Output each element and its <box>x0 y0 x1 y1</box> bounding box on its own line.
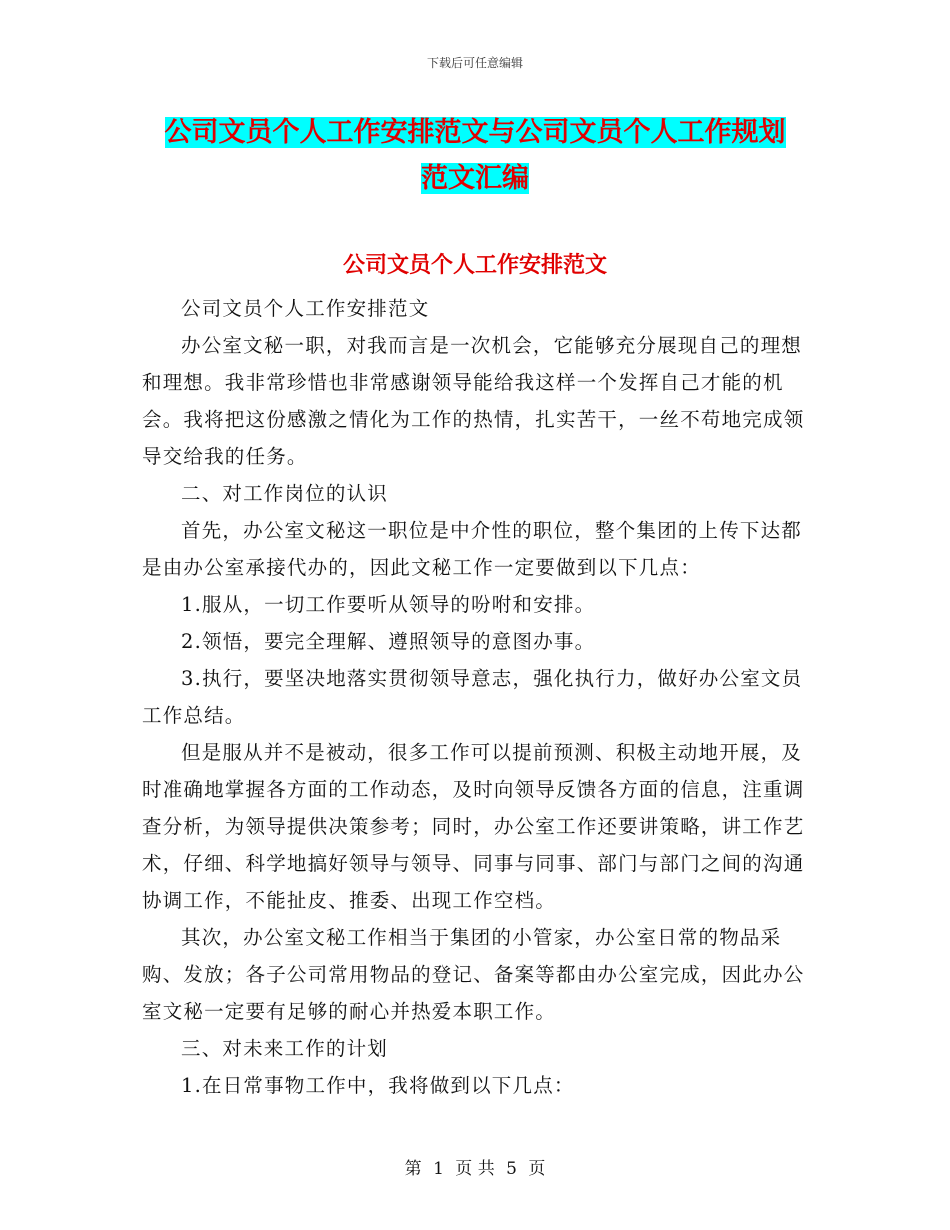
header-note: 下载后可任意编辑 <box>426 56 523 70</box>
paragraph: 1.服从，一切工作要听从领导的吩咐和安排。 <box>181 593 596 616</box>
paragraph: 3.执行，要坚决地落实贯彻领导意志，强化执行力，做好办公室文员工作总结。 <box>142 667 803 727</box>
document-title-line1: 公司文员个人工作安排范文与公司文员个人工作规划 <box>164 117 786 148</box>
document-title <box>140 110 810 202</box>
footer-suffix: 页 <box>528 1159 546 1179</box>
paragraph: 三、对未来工作的计划 <box>181 1037 389 1060</box>
paragraph: 但是服从并不是被动，很多工作可以提前预测、积极主动地开展，及时准确地掌握各方面的工作动态，及时向领导反馈各方面的信息，注重调查分析，为领导提供决策参考；同时，办公室工作还要讲策略，讲工作艺术，仔细、科学地搞好领导与领导、同事与同事、部门与部门之间的沟通协调工作，不能扯皮、推委、出现工作空档。 <box>142 741 805 912</box>
footer-total-pages: 5 <box>506 1159 517 1179</box>
footer-prefix: 第 <box>404 1159 422 1179</box>
paragraph: 二、对工作岗位的认识 <box>181 482 389 505</box>
document-body <box>142 290 812 1104</box>
paragraph: 其次，办公室文秘工作相当于集团的小管家，办公室日常的物品采购、发放；各子公司常用物品的登记、备案等都由办公室完成，因此办公室文秘一定要有足够的耐心并热爱本职工作。 <box>142 926 805 1023</box>
paragraph: 办公室文秘一职，对我而言是一次机会，它能够充分展现自己的理想和理想。我非常珍惜也非常感谢领导能给我这样一个发挥自己才能的机会。我将把这份感激之情化为工作的热情，扎实苦干，一丝不苟地完成领导交给我的任务。 <box>142 334 805 468</box>
footer-mid: 页 共 <box>455 1159 495 1179</box>
paragraph: 首先，办公室文秘这一职位是中介性的职位，整个集团的上传下达都是由办公室承接代办的，因此文秘工作一定要做到以下几点： <box>142 519 803 579</box>
footer-page-number: 1 <box>433 1159 444 1179</box>
document-title-line2: 范文汇编 <box>421 163 529 194</box>
page-footer <box>0 1154 950 1179</box>
paragraph: 2.领悟，要完全理解、遵照领导的意图办事。 <box>181 630 596 653</box>
paragraph: 1.在日常事物工作中，我将做到以下几点： <box>181 1074 575 1097</box>
section-title: 公司文员个人工作安排范文 <box>342 253 607 278</box>
paragraph: 公司文员个人工作安排范文 <box>181 297 430 320</box>
